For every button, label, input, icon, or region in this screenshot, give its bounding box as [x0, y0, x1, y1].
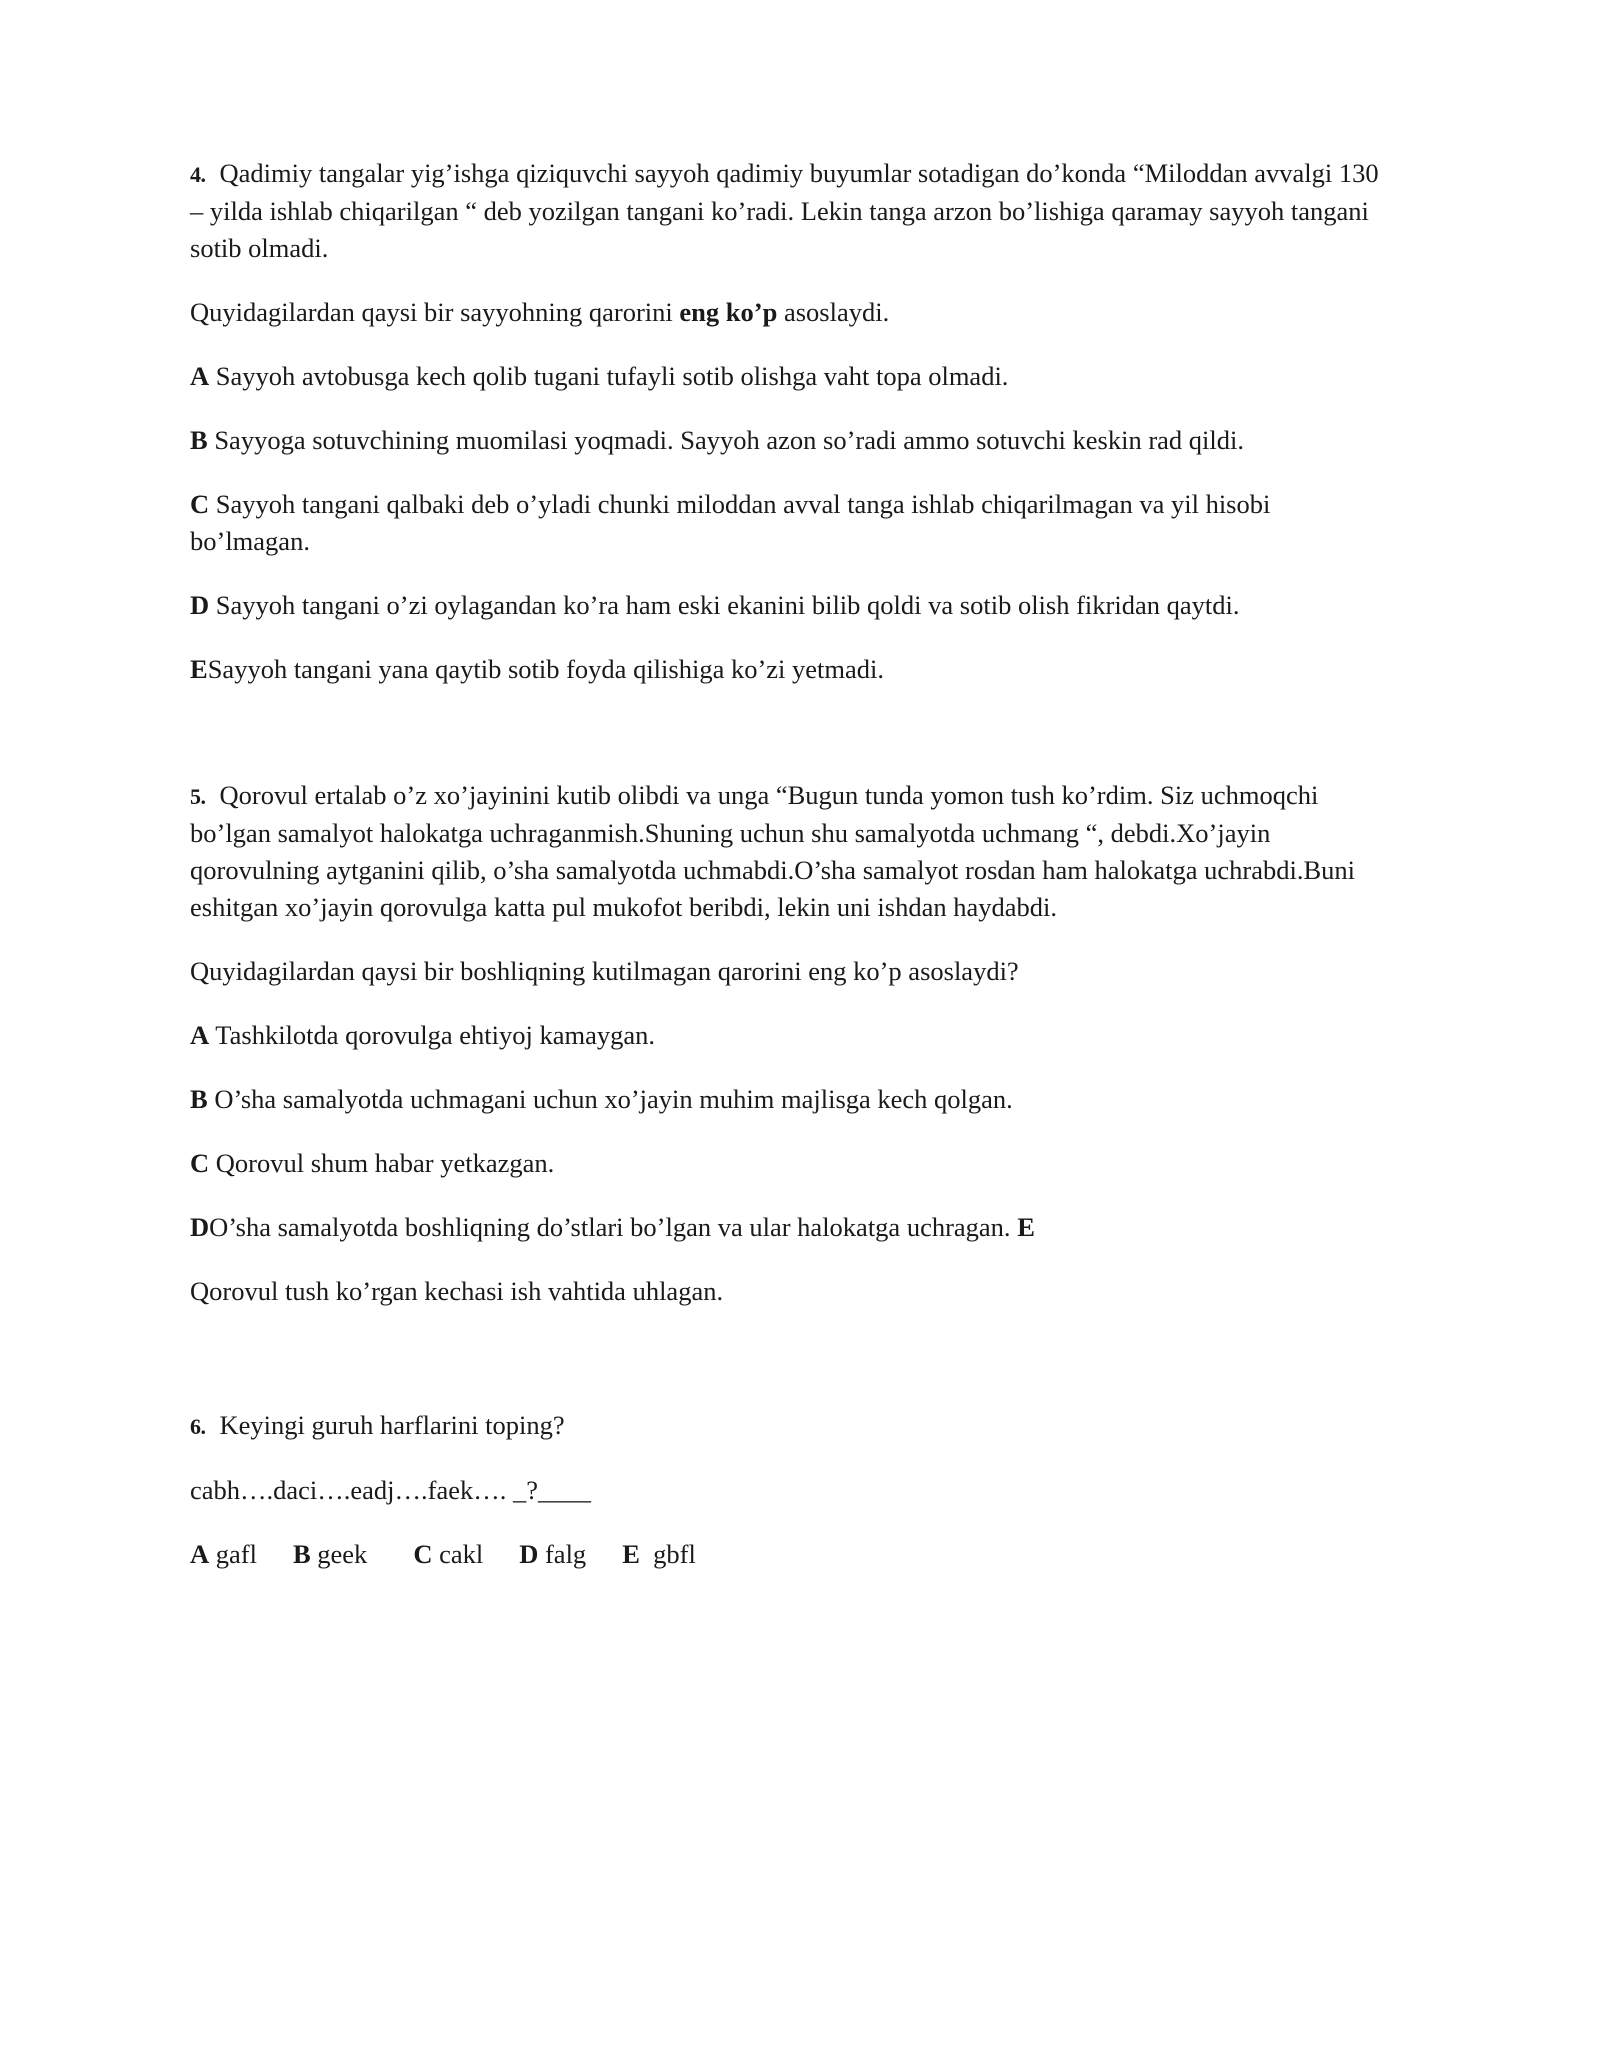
question-5-option-c	[190, 1145, 1390, 1182]
option-text: gbfl	[639, 1539, 696, 1569]
option-letter: B	[292, 1539, 311, 1569]
question-5-option-b	[190, 1081, 1390, 1118]
option-text: O’sha samalyotda boshliqning do’stlari bo’lgan va ular halokatga uchragan.	[209, 1212, 1018, 1242]
question-4-option-c	[190, 486, 1390, 560]
question-6-body: Keyingi guruh harflarini toping?	[219, 1410, 565, 1440]
question-4-prompt-emphasis: eng ko’p	[679, 297, 778, 327]
question-4-option-d	[190, 587, 1390, 624]
option-letter: D	[190, 1212, 210, 1242]
question-6-options	[190, 1536, 1390, 1573]
option-text: O’sha samalyotda uchmagani uchun xo’jayin muhim majlisga kech qolgan.	[207, 1084, 1013, 1114]
question-5-option-d	[190, 1209, 1390, 1246]
spacer	[190, 715, 1390, 777]
option-text: gafl	[209, 1539, 257, 1569]
option-text: Sayyoh avtobusga kech qolib tugani tufayli sotib olishga vaht topa olmadi.	[209, 361, 1009, 391]
question-6-text	[190, 1407, 1390, 1445]
spacer	[190, 1337, 1390, 1407]
option-letter: A	[190, 1020, 210, 1050]
question-6-option-d	[519, 1536, 586, 1573]
option-text: geek	[310, 1539, 368, 1569]
question-5-prompt: Quyidagilardan qaysi bir boshliqning kutilmagan qarorini eng ko’p asoslaydi?	[190, 956, 1019, 986]
question-5-option-e: Qorovul tush ko’rgan kechasi ish vahtida uhlagan.	[190, 1276, 724, 1306]
option-letter: C	[190, 1148, 210, 1178]
option-letter: D	[190, 590, 210, 620]
option-letter: E	[1017, 1212, 1035, 1242]
question-4-option-e	[190, 651, 1390, 688]
option-letter: A	[190, 1539, 210, 1569]
option-letter: D	[519, 1539, 539, 1569]
question-6-option-e	[622, 1536, 696, 1573]
question-6-sequence: cabh….daci….eadj….faek…. _?____	[190, 1475, 592, 1505]
option-text: Sayyoh tangani qalbaki deb o’yladi chunki miloddan avval tanga ishlab chiqarilmagan va yil hisobi bo’lmagan.	[190, 489, 1271, 556]
question-5-number: 5.	[190, 784, 206, 809]
option-letter: B	[190, 425, 208, 455]
question-5-text	[190, 777, 1390, 926]
option-letter: C	[190, 489, 210, 519]
option-text: cakl	[432, 1539, 484, 1569]
option-letter: E	[190, 654, 208, 684]
question-4-prompt	[190, 294, 1390, 331]
option-letter: A	[190, 361, 210, 391]
option-text: falg	[538, 1539, 587, 1569]
option-letter: B	[190, 1084, 208, 1114]
question-6-option-a	[190, 1536, 257, 1573]
question-6-option-c	[413, 1536, 483, 1573]
question-4-option-a	[190, 358, 1390, 395]
question-4-body: Qadimiy tangalar yig’ishga qiziquvchi sayyoh qadimiy buyumlar sotadigan do’konda “Miloddan avvalgi 130 – yilda ishlab chiqarilgan “ deb yozilgan tangani ko’radi. Lekin tanga arzon bo’lishiga qaramay sayyoh tangani sotib olmadi.	[190, 158, 1379, 263]
question-4-prompt-start: Quyidagilardan qaysi bir sayyohning qarorini	[190, 297, 680, 327]
question-6-option-b	[293, 1536, 367, 1573]
question-4-number: 4.	[190, 162, 206, 187]
option-text: Sayyoh tangani o’zi oylagandan ko’ra ham eski ekanini bilib qoldi va sotib olish fikridan qaytdi.	[209, 590, 1240, 620]
question-4-text	[190, 155, 1390, 267]
question-5-body: Qorovul ertalab o’z xo’jayinini kutib olibdi va unga “Bugun tunda yomon tush ko’rdim. Siz uchmoqchi bo’lgan samalyot halokatga uchraganmish.Shuning uchun shu samalyotda uchmang “, debdi.Xo’jayin qorovulning aytganini qilib, o’sha samalyotda uchmabdi.O’sha samalyot rosdan ham halokatga uchrabdi.Buni eshitgan xo’jayin qorovulga katta pul mukofot beribdi, lekin uni ishdan haydabdi.	[190, 780, 1356, 922]
document-page	[190, 155, 1390, 1600]
question-5-option-a	[190, 1017, 1390, 1054]
option-letter: C	[413, 1539, 433, 1569]
option-text: Sayyoh tangani yana qaytib sotib foyda qilishiga ko’zi yetmadi.	[207, 654, 885, 684]
question-4-option-b	[190, 422, 1390, 459]
option-text: Tashkilotda qorovulga ehtiyoj kamaygan.	[209, 1020, 655, 1050]
question-6-number: 6.	[190, 1414, 206, 1439]
option-letter: E	[622, 1539, 640, 1569]
option-text: Sayyoga sotuvchining muomilasi yoqmadi. Sayyoh azon so’radi ammo sotuvchi keskin rad qildi.	[207, 425, 1244, 455]
question-4-prompt-end: asoslaydi.	[777, 297, 890, 327]
option-text: Qorovul shum habar yetkazgan.	[209, 1148, 555, 1178]
